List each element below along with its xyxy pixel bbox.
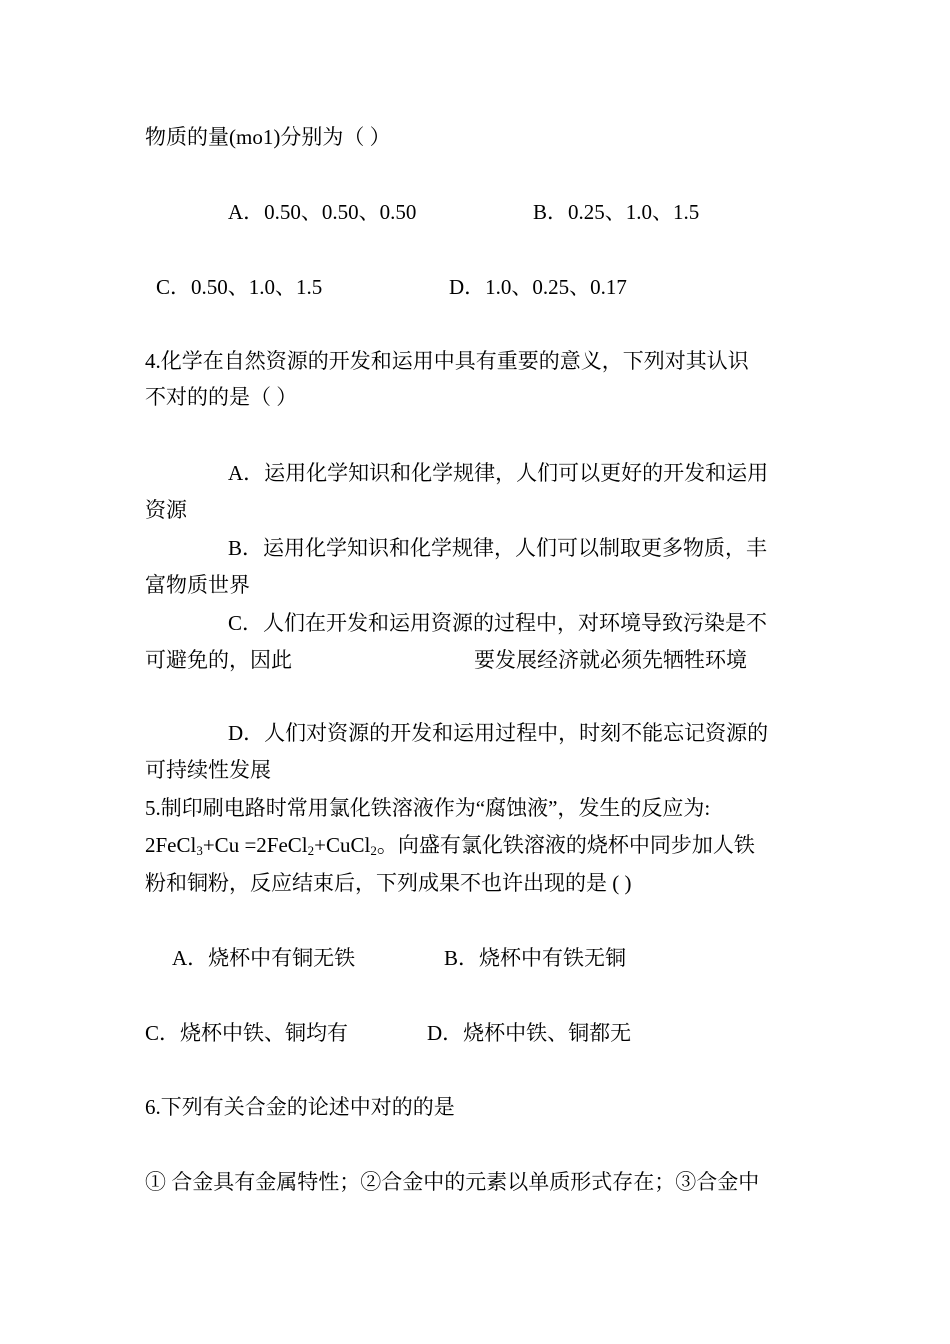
q4-option-d-line1: D．人们对资源的开发和运用过程中，时刻不能忘记资源的 bbox=[228, 721, 769, 745]
q5-eq-part1: 2FeCl bbox=[145, 833, 197, 857]
q5-eq-part2: +Cu =2FeCl bbox=[202, 833, 308, 857]
q4-option-b-line1: B．运用化学知识和化学规律，人们可以制取更多物质，丰 bbox=[228, 536, 768, 560]
q4-option-c-line1: C．人们在开发和运用资源的过程中，对环境导致污染是不 bbox=[228, 611, 768, 635]
q4-option-a-line2: 资源 bbox=[145, 498, 187, 522]
q5-equation-line bbox=[145, 832, 755, 858]
q3-option-d: D．1.0、0.25、0.17 bbox=[449, 275, 627, 299]
q5-eq-part4: 。向盛有氯化铁溶液的烧杯中同步加人铁 bbox=[376, 833, 755, 857]
q5-eq-part3: +CuCl bbox=[314, 833, 371, 857]
q5-option-a: A．烧杯中有铜无铁 bbox=[172, 946, 356, 970]
q5-option-c: C．烧杯中铁、铜均有 bbox=[145, 1021, 349, 1045]
q4-stem-line1: 4.化学在自然资源的开发和运用中具有重要的意义，下列对其认识 bbox=[145, 349, 749, 373]
q4-option-b-line2: 富物质世界 bbox=[145, 573, 250, 597]
q3-option-b: B．0.25、1.0、1.5 bbox=[533, 200, 700, 224]
q4-option-c-line2a: 可避免的，因此 bbox=[145, 648, 292, 672]
q5-eq-sub1: 3 bbox=[196, 843, 203, 858]
q5-stem-line1: 5.制印刷电路时常用氯化铁溶液作为“腐蚀液”，发生的反应为: bbox=[145, 796, 711, 820]
q4-stem-line2: 不对的的是（ ） bbox=[145, 385, 298, 409]
q4-option-c-line2b: 要发展经济就必须先牺牲环境 bbox=[474, 648, 747, 672]
q6-items-line: ① 合金具有金属特性；②合金中的元素以单质形式存在；③合金中 bbox=[145, 1170, 760, 1194]
q4-option-d-line2: 可持续性发展 bbox=[145, 758, 271, 782]
q5-eq-sub2: 2 bbox=[307, 843, 315, 858]
q4-option-a-line1: A．运用化学知识和化学规律，人们可以更好的开发和运用 bbox=[228, 461, 769, 485]
q5-stem-line3: 粉和铜粉，反应结束后，下列成果不也许出现的是 ( ) bbox=[145, 871, 632, 895]
q3-option-c: C．0.50、1.0、1.5 bbox=[156, 275, 323, 299]
q5-option-d: D．烧杯中铁、铜都无 bbox=[427, 1021, 632, 1045]
q5-option-b: B．烧杯中有铁无铜 bbox=[444, 946, 627, 970]
q3-option-a: A．0.50、0.50、0.50 bbox=[228, 200, 417, 224]
q5-eq-sub3: 2 bbox=[370, 843, 377, 858]
q6-stem: 6.下列有关合金的论述中对的的是 bbox=[145, 1095, 455, 1119]
q3-stem-tail: 物质的量(mo1)分别为（ ） bbox=[145, 125, 391, 149]
